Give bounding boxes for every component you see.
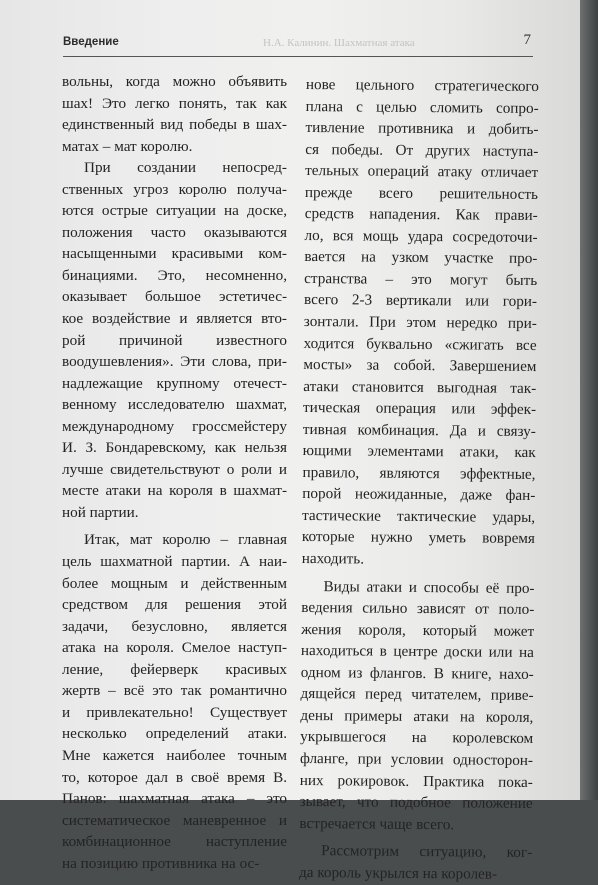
text-line: них рокировок. Практика пока-	[299, 771, 533, 791]
header-rule	[63, 56, 533, 57]
text-line: шах! Это легко понять, так как	[62, 94, 287, 112]
text-line: ной партии.	[62, 503, 139, 521]
text-line: ются острые ситуации на доске,	[62, 202, 287, 220]
text-line: положения часто оказываются	[62, 223, 287, 241]
text-line: нове цельного стратегического	[305, 75, 539, 96]
text-line: вается на узком участке про-	[304, 248, 538, 268]
text-line: мосты» за собой. Завершением	[303, 356, 537, 376]
text-line: несколько определений атаки.	[62, 725, 287, 743]
text-line: жения короля, который может	[301, 620, 535, 640]
text-line: жертв – всё это так романтично	[62, 682, 287, 700]
text-line: находить.	[301, 550, 365, 568]
text-line: комбинационное наступление	[62, 833, 287, 851]
text-line: ходится буквально «сжигать все	[303, 334, 537, 354]
text-line: ственных угроз королю получа-	[62, 180, 287, 198]
text-line: надлежащие крупному отечест-	[62, 374, 287, 392]
text-line: воодушевления». Эти слова, при-	[62, 353, 287, 371]
text-line: странства – это могут быть	[304, 269, 538, 289]
text-line: зонтали. При этом нередко при-	[303, 313, 537, 333]
left-text-column	[62, 71, 287, 874]
text-line: порой неожиданные, даже фан-	[302, 485, 536, 505]
text-line: тельных операций атаку отличает	[305, 162, 539, 182]
text-line: лучше свидетельствуют о роли и	[62, 460, 287, 478]
text-line: ло, вся мощь удара сосредоточи-	[304, 226, 538, 246]
text-line: то, которое дал в своё время В.	[62, 768, 287, 786]
text-line: ведения сильно зависят от поло-	[301, 599, 535, 619]
text-line: венному исследователю шахмат,	[62, 396, 287, 414]
text-line: укрывшегося на королевском	[300, 728, 534, 748]
text-line: рой причиной известного	[62, 331, 287, 349]
text-line: которые нужно уметь вовремя	[301, 528, 536, 548]
text-line: да король укрылся на королев-	[298, 863, 498, 883]
text-line: средством для решения этой	[62, 596, 287, 614]
text-line: При создании непосред-	[84, 159, 287, 177]
text-line: правило, являются эффектные,	[302, 463, 536, 483]
text-line: цель шахматной партии. А наи-	[62, 553, 287, 571]
text-line: дены примеры атаки на короля,	[300, 706, 534, 726]
text-line: прежде всего решительность	[304, 183, 539, 203]
text-line: матах – мат королю.	[62, 137, 193, 155]
text-line: задачи, безусловно, является	[62, 617, 287, 635]
text-line: Виды атаки и способы её про-	[323, 577, 535, 597]
text-line: тическая операция или эффек-	[303, 399, 537, 419]
page-edge-shadow	[580, 0, 598, 800]
text-line: дящейся перед читателем, приве-	[300, 685, 534, 705]
text-line: фланге, при условии односторон-	[299, 749, 534, 769]
text-line: тивная комбинация. Да и связу-	[302, 420, 536, 440]
text-line: атака на короля. Смелое наступ-	[62, 639, 287, 657]
text-line: тастические тактические удары,	[302, 506, 536, 526]
text-line: Итак, мат королю – главная	[84, 531, 287, 549]
text-line: Панов: шахматная атака – это	[62, 790, 287, 808]
page-number: 7	[523, 32, 531, 48]
text-line: атаки становится выгодная так-	[303, 377, 537, 397]
text-line: месте атаки на короля в шахмат-	[62, 482, 287, 500]
text-line: международному гроссмейстеру	[62, 417, 287, 435]
text-line: на позицию противника на ос-	[62, 854, 260, 872]
text-line: оказывает большое эстетичес-	[62, 288, 287, 306]
text-line: всего 2-3 вертикали или гори-	[303, 291, 538, 311]
text-line: находиться в центре доски или на	[300, 642, 535, 662]
text-line: вольны, когда можно объявить	[62, 73, 287, 90]
running-header	[63, 32, 533, 54]
text-line: и привлекательно! Существует	[62, 703, 287, 721]
text-line: ся победы. От других наступа-	[305, 140, 539, 160]
text-line: ление, фейерверк красивых	[62, 660, 287, 678]
chapter-title: Введение	[63, 36, 119, 48]
text-line: бинациями. Это, несомненно,	[62, 266, 287, 284]
right-text-column	[299, 74, 539, 885]
text-line: Мне кажется наиболее точным	[62, 746, 287, 764]
text-line: ющими элементами атаки, как	[302, 442, 536, 462]
text-line: более мощным и действенным	[62, 574, 287, 592]
text-line: систематическое маневренное и	[62, 811, 287, 829]
text-line: насыщенными красивыми ком-	[62, 245, 287, 263]
text-line: зывает, что подобное положение	[299, 793, 533, 813]
text-line: Рассмотрим ситуацию, ког-	[321, 842, 533, 862]
text-line: одном из флангов. В книге, нахо-	[300, 663, 534, 683]
text-line: единственный вид победы в шах-	[62, 116, 287, 134]
text-line: тивление противника и добить-	[305, 119, 539, 139]
text-line: средств нападения. Как прави-	[304, 205, 538, 225]
text-line: кое воздействие и является вто-	[62, 310, 287, 328]
text-line: встречается чаще всего.	[299, 814, 455, 833]
bleed-through-header-text: Н.А. Калинин. Шахматная атака	[263, 37, 415, 49]
text-line: плана с целью сломить сопро-	[305, 97, 539, 117]
text-line: И. З. Бондаревскому, как нельзя	[62, 439, 287, 457]
